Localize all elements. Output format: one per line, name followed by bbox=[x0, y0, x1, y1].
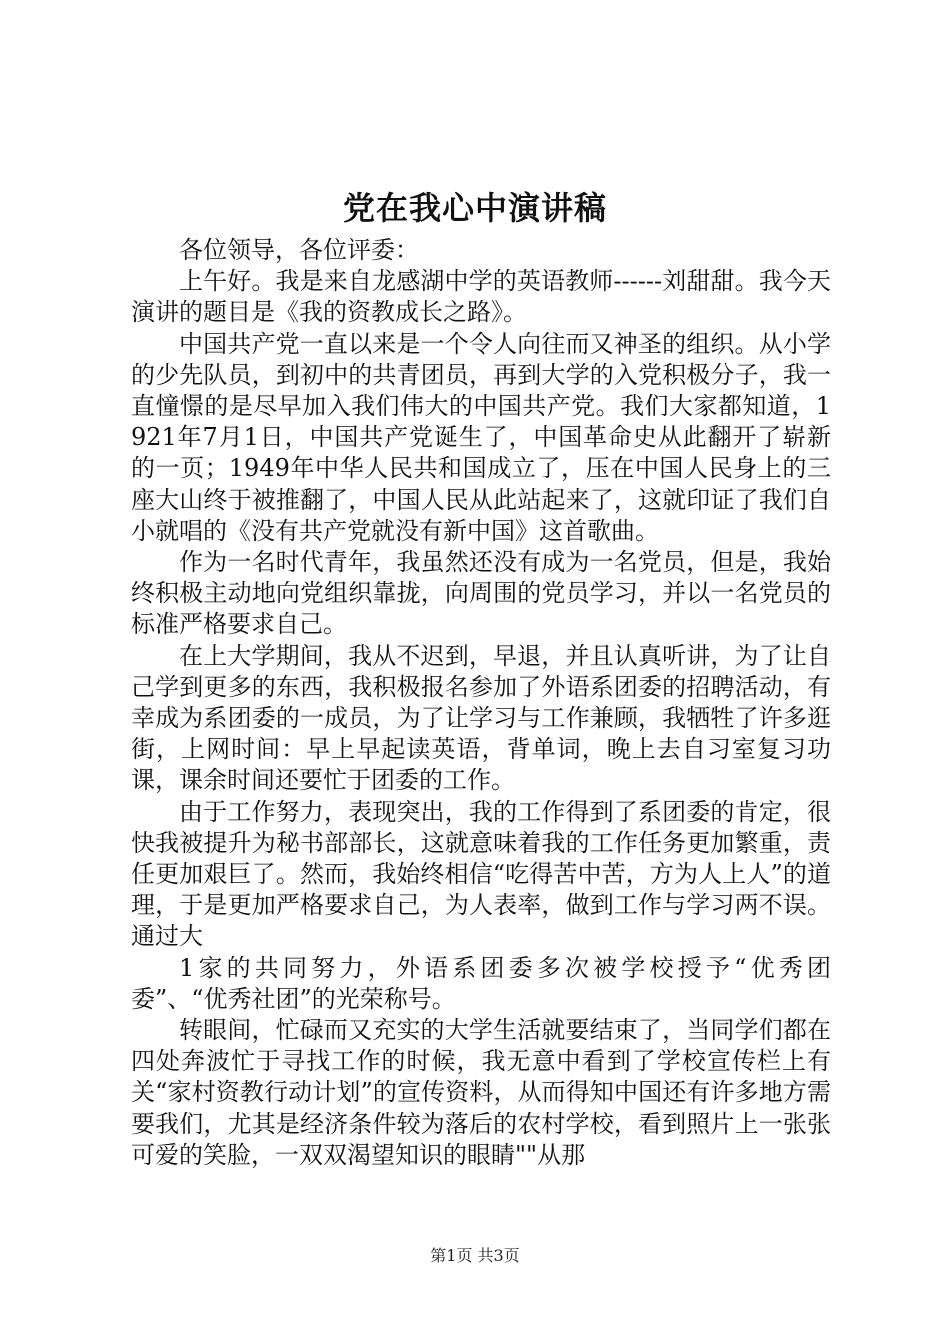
paragraph-introduction: 上午好。我是来自龙感湖中学的英语教师------刘甜甜。我今天演讲的题目是《我的资教成长之路》。 bbox=[131, 267, 831, 327]
paragraph-university-life: 在上大学期间，我从不迟到，早退，并且认真听讲，为了让自己学到更多的东西，我积极报名参加了外语系团委的招聘活动，有幸成为系团委的一成员，为了让学习与工作兼顾，我牺牲了许多逛街，上网时间：早上早起读英语，背单词，晚上去自习室复习功课，课余时间还要忙于团委的工作。 bbox=[131, 641, 831, 795]
paragraph-graduation: 转眼间，忙碌而又充实的大学生活就要结束了，当同学们都在四处奔波忙于寻找工作的时候，我无意中看到了学校宣传栏上有关“家村资教行动计划”的宣传资料，从而得知中国还有许多地方需要我们，尤其是经济条件较为落后的农村学校，看到照片上一张张可爱的笑脸，一双双渴望知识的眼睛""从那 bbox=[131, 1016, 831, 1169]
paragraph-salutation: 各位领导，各位评委： bbox=[179, 236, 419, 264]
paragraph-party-history: 中国共产党一直以来是一个令人向往而又神圣的组织。从小学的少先队员，到初中的共青团员，再到大学的入党积极分子，我一直憧憬的是尽早加入我们伟大的中国共产党。我们大家都知道，1921年7月1日，中国共产党诞生了，中国革命史从此翻开了崭新的一页；1949年中华人民共和国成立了，压在中国人民身上的三座大山终于被推翻了，中国人民从此站起来了，这就印证了我们自小就唱的《没有共产党就没有新中国》这首歌曲。 bbox=[131, 329, 831, 545]
document-body bbox=[131, 235, 831, 1171]
page-number-footer: 第1页 共3页 bbox=[430, 1246, 520, 1265]
paragraph-team-honors: 1家的共同努力，外语系团委多次被学校授予“优秀团委”、“优秀社团”的光荣称号。 bbox=[131, 953, 831, 1013]
paragraph-youth-commitment: 作为一名时代青年，我虽然还没有成为一名党员，但是，我始终积极主动地向党组织靠拢，向周围的党员学习，并以一名党员的标准严格要求自己。 bbox=[131, 548, 831, 639]
document-title: 党在我心中演讲稿 bbox=[342, 189, 607, 227]
paragraph-promotion: 由于工作努力，表现突出，我的工作得到了系团委的肯定，很快我被提升为秘书部部长，这就意味着我的工作任务更加繁重，责任更加艰巨了。然而，我始终相信“吃得苦中苦，方为人上人”的道理，于是更加严格要求自己，为人表率，做到工作与学习两不误。通过大 bbox=[131, 797, 831, 951]
